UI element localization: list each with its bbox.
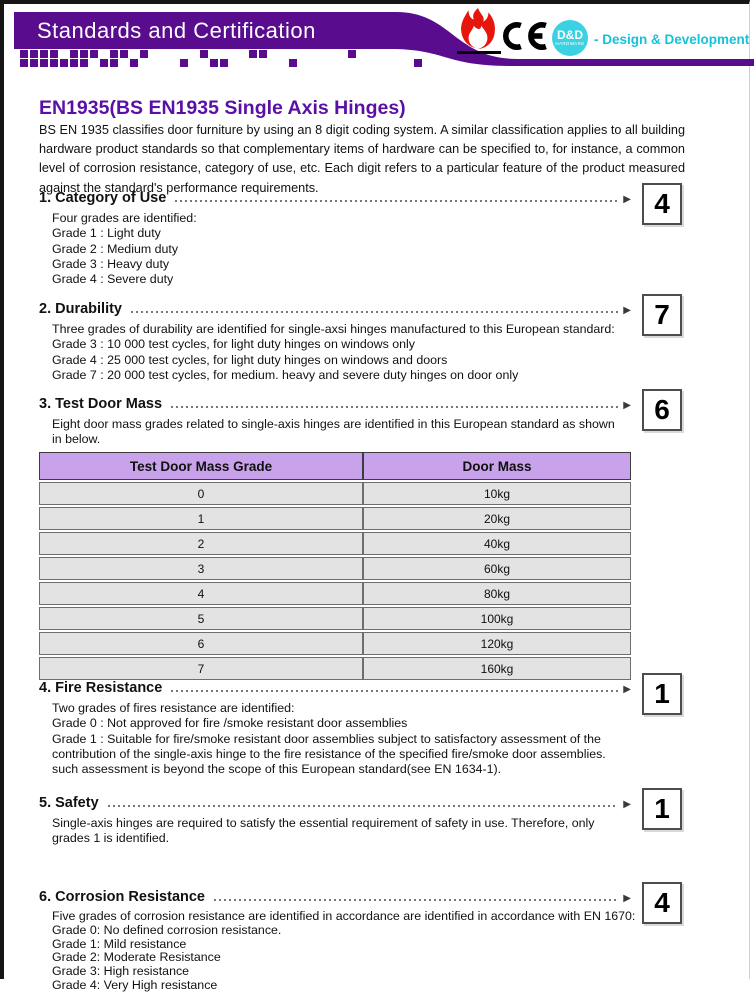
table-cell: 2 — [39, 532, 363, 555]
text-line: Grade 1 : Suitable for fire/smoke resistant door assemblies subject to satisfactory assessment of the — [52, 731, 601, 746]
table-row — [39, 557, 631, 580]
dotted-leader — [108, 805, 619, 807]
table-cell: 3 — [39, 557, 363, 580]
grade-value: 6 — [654, 394, 670, 425]
table-cell: 40kg — [363, 532, 631, 555]
dd-logo-subtext: HARDWARE — [555, 41, 585, 46]
section-heading-row — [39, 190, 631, 206]
table-cell: 20kg — [363, 507, 631, 530]
dotted-leader — [214, 899, 618, 901]
arrow-right-icon: ▶ — [623, 304, 631, 316]
table-cell: 100kg — [363, 607, 631, 630]
page-banner-title: Standards and Certification — [37, 18, 316, 43]
table-header-cell: Door Mass — [363, 452, 631, 480]
section-heading-row — [39, 680, 631, 696]
table-cell: 1 — [39, 507, 363, 530]
mosaic-square — [30, 59, 38, 67]
section-heading: 5. Safety — [39, 795, 99, 811]
grade-value-box — [642, 183, 682, 225]
intro-paragraph: BS EN 1935 classifies door furniture by using an 8 digit coding system. A similar classification applies to all building hardware product standards so that complementary items of hardware can be specified to, for instance, a common level of corrosion resistance, category of use, etc. Each digit refers to a particular feature of the product measured against the standard's performance requirements. — [39, 122, 685, 195]
table-cell: 6 — [39, 632, 363, 655]
grade-value-box — [642, 389, 682, 431]
section-heading-row — [39, 301, 631, 317]
mosaic-square — [140, 50, 148, 58]
table-row — [39, 582, 631, 605]
grade-value: 7 — [654, 299, 670, 330]
mosaic-square — [210, 59, 218, 67]
grade-value-box — [642, 673, 682, 715]
mosaic-square — [50, 59, 58, 67]
mosaic-square — [70, 50, 78, 58]
mosaic-square — [40, 50, 48, 58]
arrow-right-icon: ▶ — [623, 798, 631, 810]
section-safety — [39, 795, 719, 847]
section-body — [52, 816, 719, 847]
dd-tagline: - Design & Development — [594, 32, 750, 47]
table-cell: 60kg — [363, 557, 631, 580]
text-line: contribution of the single-axis hinge to the fire resistance of the specified fire/smoke door assemblies. — [52, 746, 606, 761]
mosaic-square — [30, 50, 38, 58]
table-row — [39, 657, 631, 680]
mosaic-square — [200, 50, 208, 58]
ce-mark-icon — [502, 21, 548, 51]
text-line: Four grades are identified: — [52, 211, 197, 225]
grade-value: 4 — [654, 188, 670, 219]
section-corrosion-resistance — [39, 889, 719, 993]
arrow-right-icon: ▶ — [623, 193, 631, 205]
mosaic-square — [348, 50, 356, 58]
door-mass-table — [39, 450, 631, 682]
section-test-door-mass — [39, 396, 719, 448]
table-header-cell: Test Door Mass Grade — [39, 452, 363, 480]
mosaic-square — [70, 59, 78, 67]
section-body — [52, 211, 719, 287]
text-line: Grade 4 : Severe duty — [52, 272, 174, 287]
mosaic-square — [259, 50, 267, 58]
table-row — [39, 532, 631, 555]
mosaic-square — [130, 59, 138, 67]
text-line: Grade 1: Mild resistance — [52, 936, 187, 951]
flame-underline — [457, 51, 501, 54]
section-heading-row — [39, 396, 631, 412]
section-category-of-use — [39, 190, 719, 287]
dotted-leader — [171, 690, 618, 692]
grade-value: 1 — [654, 678, 670, 709]
text-line: Grade 2: Moderate Resistance — [52, 950, 221, 965]
table-cell: 0 — [39, 482, 363, 505]
text-line: grades 1 is identified. — [52, 831, 170, 846]
dotted-leader — [175, 200, 618, 202]
text-line: Grade 1 : Light duty — [52, 226, 161, 241]
section-heading: 3. Test Door Mass — [39, 396, 163, 412]
section-heading-row — [39, 795, 631, 811]
mosaic-square — [80, 59, 88, 67]
dd-logo-name: D&D — [557, 28, 583, 42]
table-row — [39, 607, 631, 630]
section-durability — [39, 301, 719, 383]
table-cell: 4 — [39, 582, 363, 605]
text-line: Two grades of fires resistance are identified: — [52, 701, 295, 715]
table-row — [39, 507, 631, 530]
grade-value-box — [642, 882, 682, 924]
section-heading: 2. Durability — [39, 301, 122, 317]
table-cell: 10kg — [363, 482, 631, 505]
text-line: Grade 7 : 20 000 test cycles, for medium. heavy and severe duty hinges on door only — [52, 367, 519, 382]
text-line: Five grades of corrosion resistance are identified in accordance are identified in accordance with EN 1670: — [52, 909, 636, 923]
table-row — [39, 482, 631, 505]
mosaic-square — [20, 50, 28, 58]
mosaic-square — [289, 59, 297, 67]
table-cell: 160kg — [363, 657, 631, 680]
mosaic-square — [90, 50, 98, 58]
mosaic-square — [110, 59, 118, 67]
text-line: in below. — [52, 432, 101, 447]
mosaic-square — [60, 59, 68, 67]
mosaic-square — [180, 59, 188, 67]
mosaic-square — [414, 59, 422, 67]
section-heading-row — [39, 889, 631, 905]
grade-value: 1 — [654, 793, 670, 824]
mosaic-square — [249, 50, 257, 58]
section-body — [52, 910, 719, 993]
mosaic-square — [40, 59, 48, 67]
mosaic-square — [120, 50, 128, 58]
grade-value-box — [642, 788, 682, 830]
dd-hardware-logo — [552, 20, 588, 56]
mosaic-square — [100, 59, 108, 67]
arrow-right-icon: ▶ — [623, 399, 631, 411]
document-title: EN1935(BS EN1935 Single Axis Hinges) — [39, 97, 406, 120]
text-line: such assessment is beyond the scope of this European standard(see EN 1634-1). — [52, 762, 502, 777]
section-heading: 6. Corrosion Resistance — [39, 889, 205, 905]
mosaic-square — [220, 59, 228, 67]
text-line: Single-axis hinges are required to satisfy the essential requirement of safety in use. Therefore, only — [52, 816, 595, 830]
text-line: Grade 4 : 25 000 test cycles, for light duty hinges on windows and doors — [52, 352, 448, 367]
text-line: Eight door mass grades related to single-axis hinges are identified in this European standard as shown — [52, 417, 615, 431]
table-header-row — [39, 452, 631, 480]
section-body — [52, 417, 719, 448]
section-fire-resistance — [39, 680, 719, 777]
dotted-leader — [171, 406, 618, 408]
mosaic-square — [80, 50, 88, 58]
text-line: Grade 3: High resistance — [52, 964, 190, 979]
mosaic-square — [50, 50, 58, 58]
table-cell: 5 — [39, 607, 363, 630]
text-line: Grade 2 : Medium duty — [52, 241, 179, 256]
section-heading: 4. Fire Resistance — [39, 680, 163, 696]
arrow-right-icon: ▶ — [623, 683, 631, 695]
text-line: Grade 0: No defined corrosion resistance. — [52, 922, 282, 937]
section-body — [52, 701, 719, 777]
text-line: Grade 0 : Not approved for fire /smoke resistant door assemblies — [52, 716, 408, 731]
flame-icon — [456, 8, 500, 52]
table-cell: 7 — [39, 657, 363, 680]
table-cell: 80kg — [363, 582, 631, 605]
arrow-right-icon: ▶ — [623, 892, 631, 904]
table-row — [39, 632, 631, 655]
section-heading: 1. Category of Use — [39, 190, 167, 206]
dotted-leader — [131, 311, 618, 313]
text-line: Grade 3 : Heavy duty — [52, 256, 170, 271]
text-line: Grade 4: Very High resistance — [52, 977, 218, 992]
text-line: Grade 3 : 10 000 test cycles, for light duty hinges on windows only — [52, 337, 415, 352]
mosaic-square — [110, 50, 118, 58]
section-body — [52, 322, 719, 383]
table-cell: 120kg — [363, 632, 631, 655]
grade-value: 4 — [654, 887, 670, 918]
text-line: Three grades of durability are identified for single-axsi hinges manufactured to this European standard: — [52, 322, 615, 336]
grade-value-box — [642, 294, 682, 336]
mosaic-square — [20, 59, 28, 67]
